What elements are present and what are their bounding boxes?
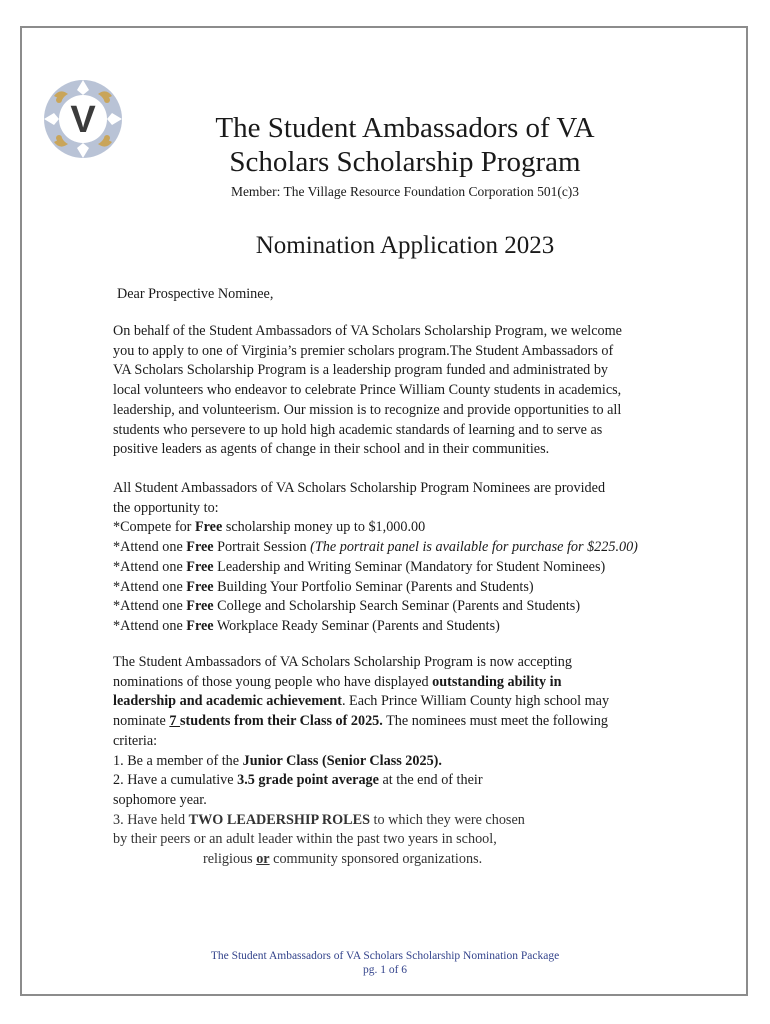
opportunity-item: *Attend one Free Workplace Ready Seminar (Parents and Students) xyxy=(113,617,500,634)
intro-line: local volunteers who endeavor to celebrate Prince William County students in academics, xyxy=(113,382,622,399)
criterion-1: 1. Be a member of the Junior Class (Senior Class 2025). xyxy=(113,752,442,769)
page-number: pg. 1 of 6 xyxy=(362,964,408,976)
criteria-text: nominate 7 students from their Class of 2025. The nominees must meet the following xyxy=(113,713,608,730)
nomination-title: Nomination Application 2023 xyxy=(255,232,555,259)
criterion-3: 3. Have held TWO LEADERSHIP ROLES to which they were chosen xyxy=(113,811,525,828)
criteria-text: criteria: xyxy=(113,732,158,749)
opportunities-list xyxy=(113,479,673,637)
opportunities-intro: the opportunity to: xyxy=(113,499,219,516)
intro-line: leadership, and volunteerism. Our mission is to recognize and provide opportunities to all xyxy=(113,401,622,418)
opportunity-item: *Attend one Free Portrait Session (The portrait panel is available for purchase for $225.00) xyxy=(113,539,638,556)
footer-title: The Student Ambassadors of VA Scholars Scholarship Nomination Package xyxy=(210,950,560,962)
criteria-text: leadership and academic achievement. Each Prince William County high school may xyxy=(113,693,610,710)
criteria-text: nominations of those young people who have displayed outstanding ability in xyxy=(113,673,562,690)
intro-line: VA Scholars Scholarship Program is a leadership program funded and administrated by xyxy=(113,362,609,379)
intro-line: positive leaders as agents of change in their school and in their communities. xyxy=(113,441,550,458)
intro-line: On behalf of the Student Ambassadors of VA Scholars Scholarship Program, we welcome xyxy=(113,323,622,339)
criterion-3-cont: by their peers or an adult leader within the past two years in school, xyxy=(113,831,497,848)
opportunity-item: *Attend one Free Building Your Portfolio Seminar (Parents and Students) xyxy=(113,578,534,595)
opportunity-item: *Compete for Free scholarship money up to $1,000.00 xyxy=(113,519,426,536)
criterion-3-cont: religious or community sponsored organizations. xyxy=(203,851,483,868)
criterion-2-cont: sophomore year. xyxy=(113,791,207,808)
program-title-line2: Scholars Scholarship Program xyxy=(229,146,581,178)
intro-paragraph xyxy=(113,322,673,460)
intro-line: you to apply to one of Virginia’s premier scholars program.The Student Ambassadors of xyxy=(113,342,614,359)
intro-line: students who persevere to up hold high academic standards of learning and to serve as xyxy=(113,421,603,438)
opportunity-item: *Attend one Free Leadership and Writing Seminar (Mandatory for Student Nominees) xyxy=(113,558,606,575)
criteria-section xyxy=(113,653,673,870)
svg-text:V: V xyxy=(70,99,96,141)
page-footer xyxy=(100,949,670,977)
opportunity-item: *Attend one Free College and Scholarship Search Seminar (Parents and Students) xyxy=(113,598,581,615)
opportunities-intro: All Student Ambassadors of VA Scholars Scholarship Program Nominees are provided xyxy=(113,480,606,496)
criteria-text: The Student Ambassadors of VA Scholars Scholarship Program is now accepting xyxy=(113,654,572,670)
va-logo-icon xyxy=(42,78,124,160)
member-line: Member: The Village Resource Foundation Corporation 501(c)3 xyxy=(230,184,580,199)
program-title-line1: The Student Ambassadors of VA xyxy=(215,112,595,144)
criterion-2: 2. Have a cumulative 3.5 grade point average at the end of their xyxy=(113,772,483,789)
greeting: Dear Prospective Nominee, xyxy=(117,286,274,302)
